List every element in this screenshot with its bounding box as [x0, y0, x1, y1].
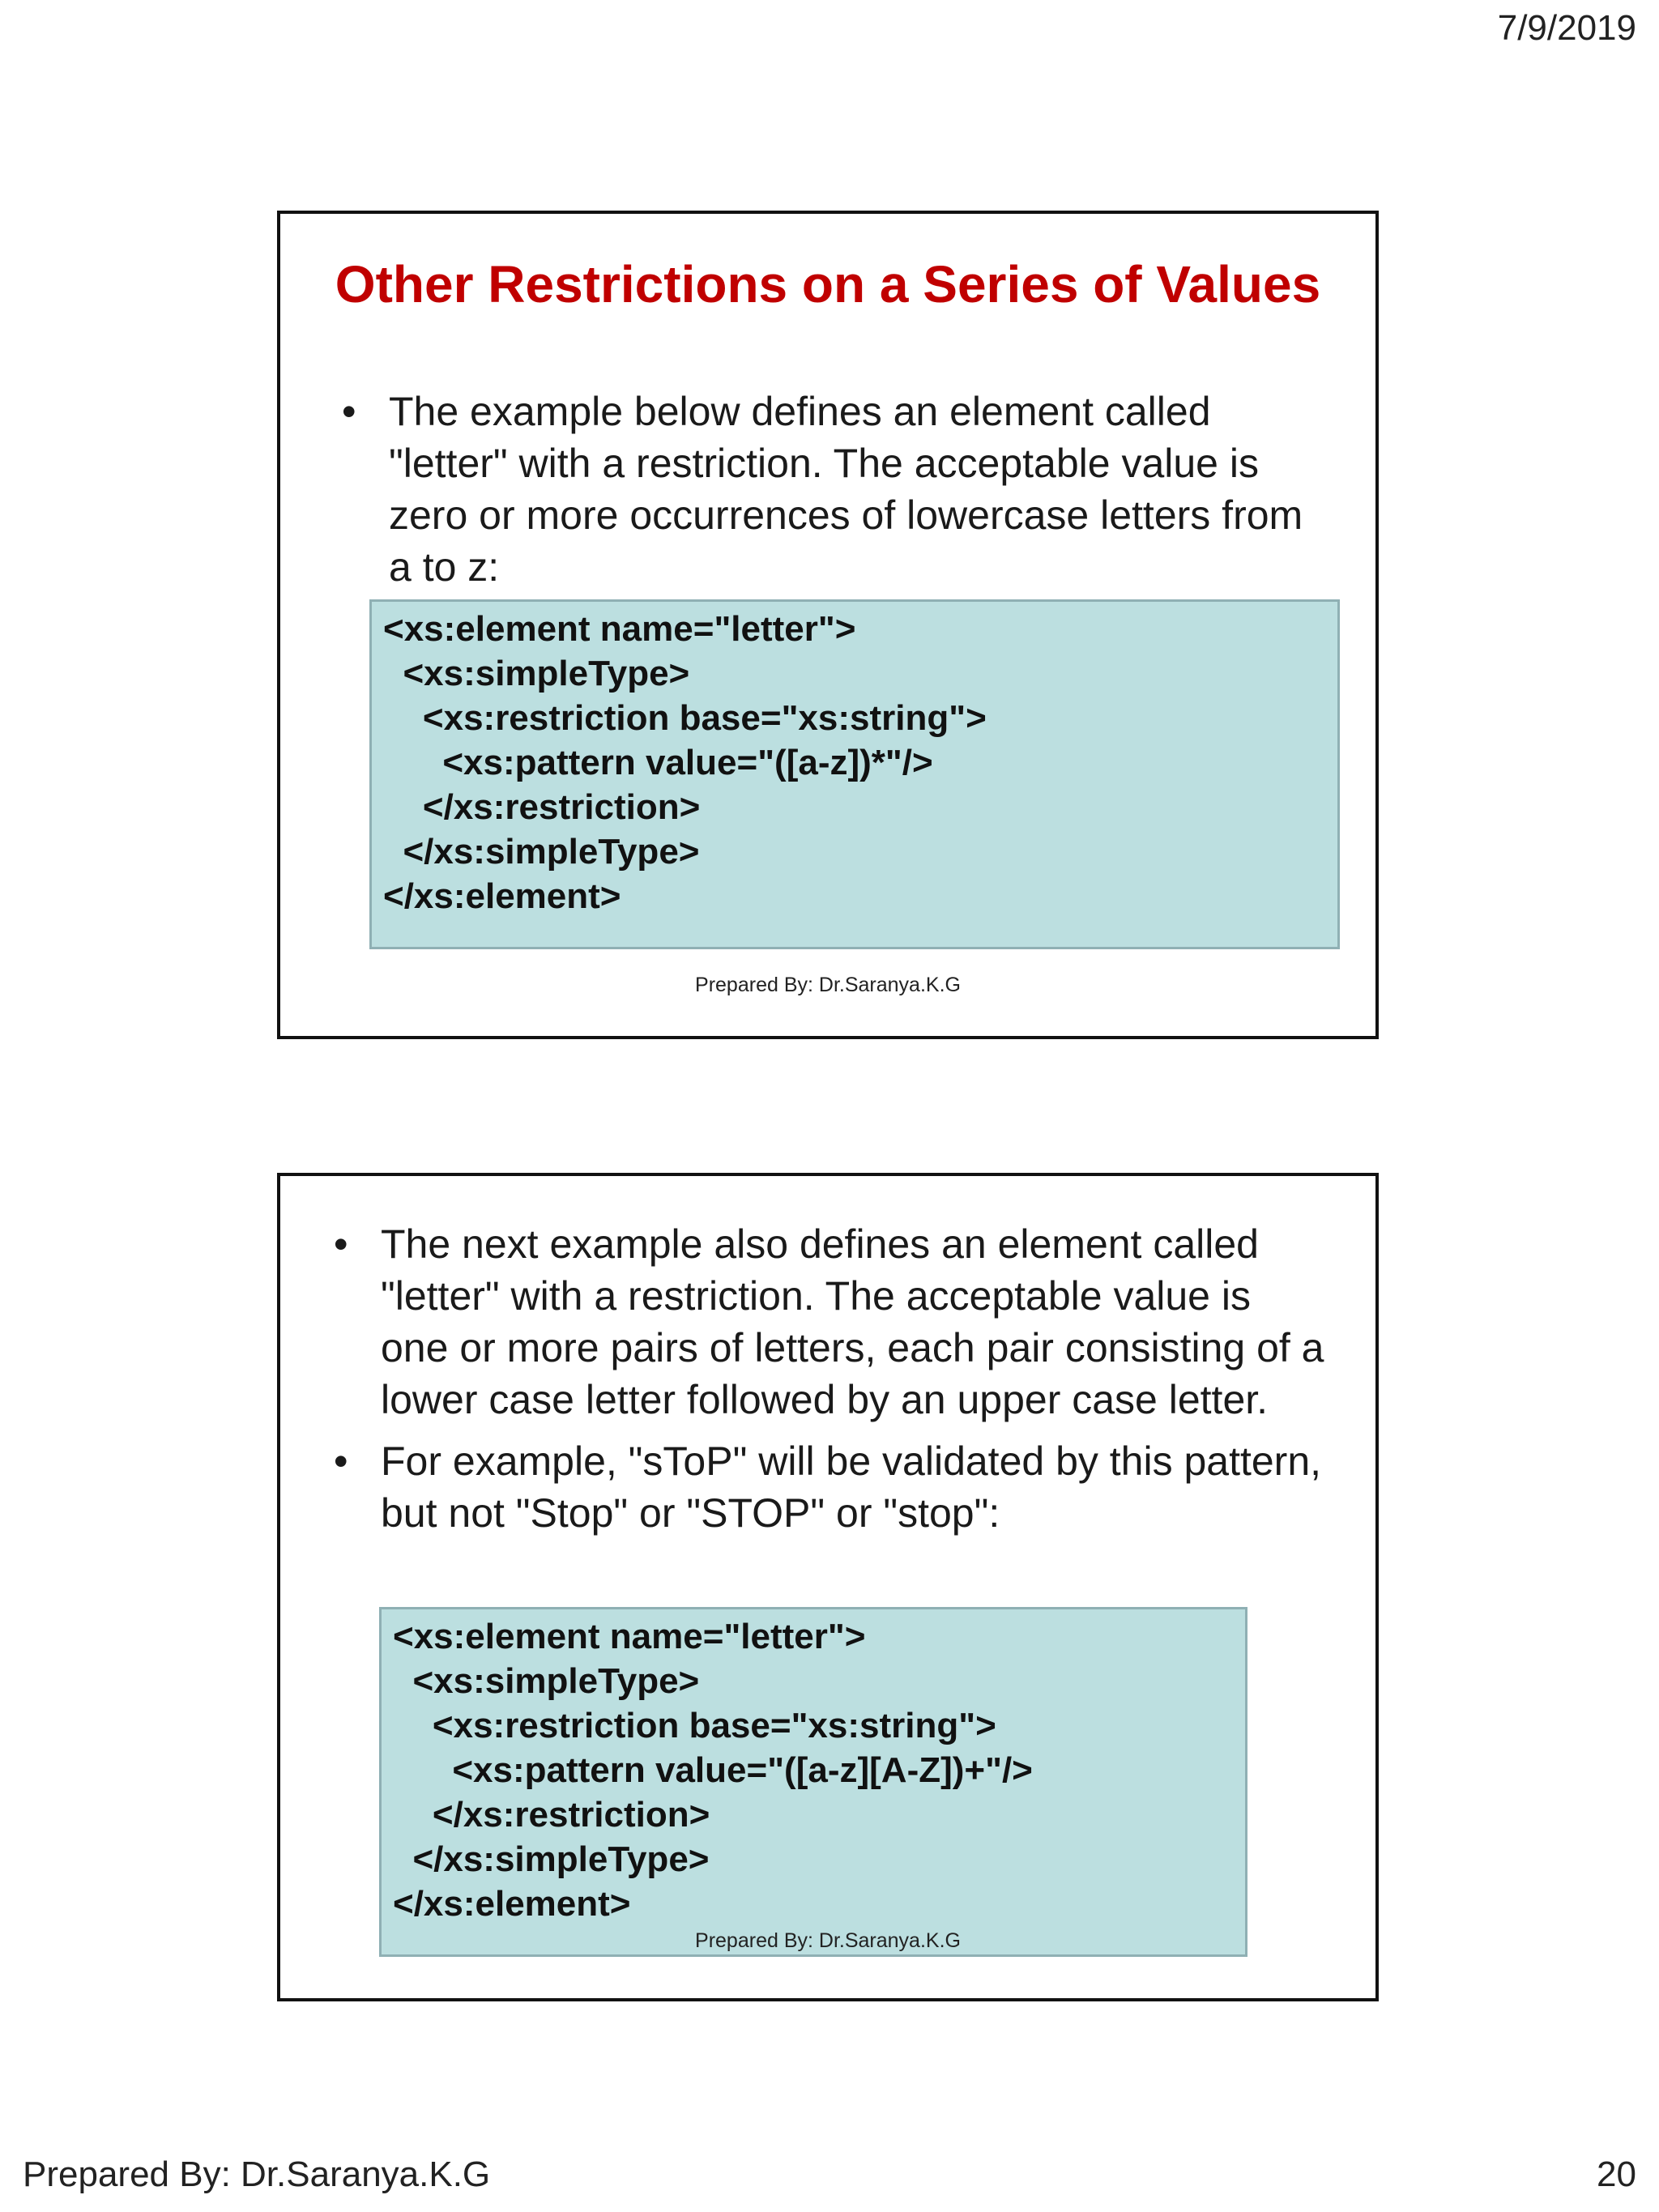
slide-footer: Prepared By: Dr.Saranya.K.G: [695, 1929, 961, 1952]
page-footer: Prepared By: Dr.Saranya.K.G: [23, 2154, 491, 2194]
bullet-list: [329, 1218, 1327, 1549]
code-line: </xs:element>: [393, 1884, 631, 1924]
code-line: <xs:element name="letter">: [393, 1617, 866, 1656]
code-line: <xs:pattern value="([a-z][A-Z])+"/>: [393, 1750, 1033, 1790]
slide-1: [277, 211, 1379, 1039]
code-line: </xs:simpleType>: [393, 1839, 710, 1879]
slide-footer: Prepared By: Dr.Saranya.K.G: [695, 974, 961, 996]
bullet-icon: •: [334, 1221, 348, 1267]
page-number: 20: [1597, 2154, 1636, 2194]
bullet-text: The next example also defines an element called "letter" with a restriction. The acceptable value is one or more pairs of letters, each pair consisting of a lower case letter followed by an upper case letter.: [381, 1221, 1324, 1422]
code-line: </xs:element>: [383, 876, 621, 916]
slide-title: Other Restrictions on a Series of Values: [335, 255, 1321, 313]
code-line: <xs:restriction base="xs:string">: [393, 1706, 996, 1745]
bullet-item: [329, 1435, 1327, 1539]
code-box: [369, 599, 1340, 949]
bullet-item: [337, 386, 1327, 593]
code-line: </xs:restriction>: [393, 1795, 710, 1835]
code-line: </xs:restriction>: [383, 787, 701, 827]
code-line: <xs:simpleType>: [383, 654, 690, 693]
slide-2: [277, 1173, 1379, 2001]
bullet-icon: •: [342, 389, 356, 434]
code-line: <xs:pattern value="([a-z])*"/>: [383, 743, 933, 782]
code-line: <xs:element name="letter">: [383, 609, 856, 649]
code-line: <xs:simpleType>: [393, 1661, 700, 1701]
code-line: <xs:restriction base="xs:string">: [383, 698, 987, 738]
bullet-text: The example below defines an element called "letter" with a restriction. The acceptable value is zero or more occurrences of lowercase letters from a to z:: [389, 389, 1303, 590]
bullet-text: For example, "sToP" will be validated by this pattern, but not "Stop" or "STOP" or "stop":: [381, 1438, 1322, 1536]
bullet-icon: •: [334, 1438, 348, 1484]
page-date: 7/9/2019: [1497, 8, 1636, 48]
code-box: [379, 1607, 1247, 1957]
bullet-list: [337, 386, 1327, 603]
code-line: </xs:simpleType>: [383, 832, 700, 872]
bullet-item: [329, 1218, 1327, 1426]
